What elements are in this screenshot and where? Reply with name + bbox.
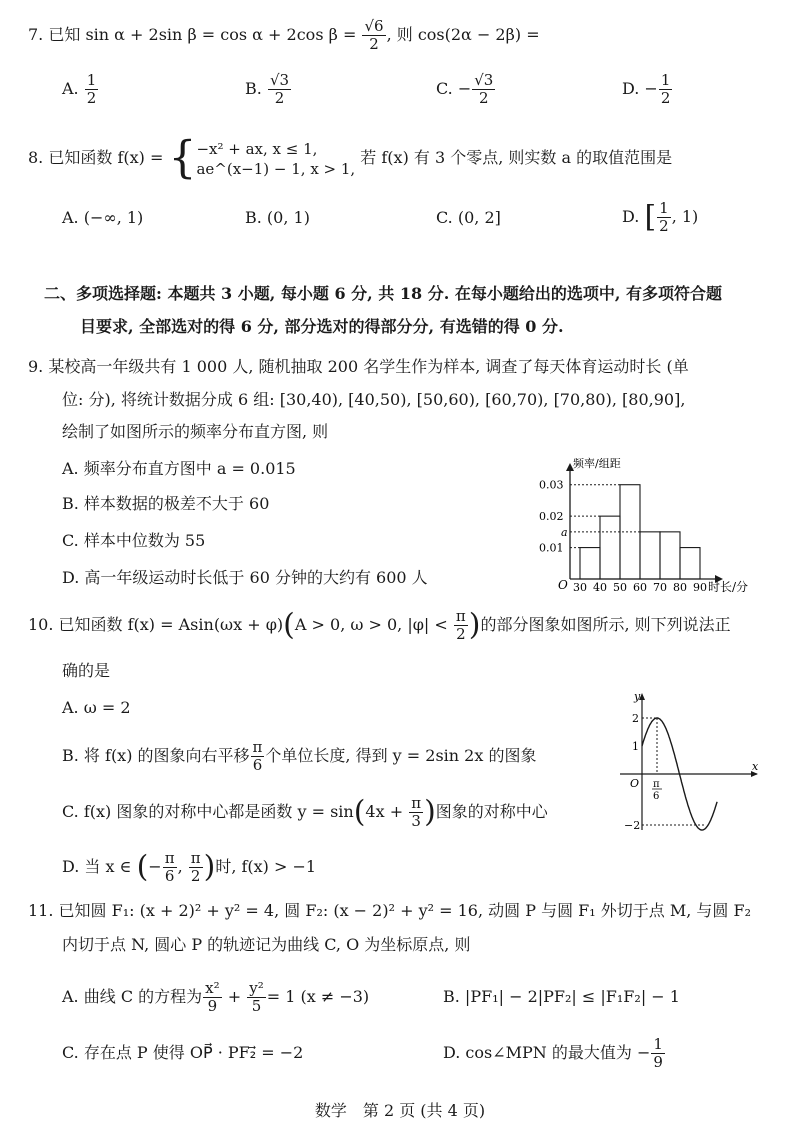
q10-option-c: C. f(x) 图象的对称中心都是函数 y = sin(4x + $\frac{\pi}{3}$ )图象的对称中心 bbox=[62, 794, 548, 830]
histogram-bar bbox=[580, 548, 600, 579]
q7-stem: 7. 已知 sin α + 2sin β = cos α + 2cos β = $\frac{√6}{2}$ , 则 cos(2α − 2β) = bbox=[28, 17, 540, 53]
sine-graph bbox=[612, 690, 762, 840]
q11-line2: 内切于点 N, 圆心 P 的轨迹记为曲线 C, O 为坐标原点, 则 bbox=[62, 935, 471, 954]
brace: { bbox=[168, 132, 197, 184]
section2-line1: 二、多项选择题: 本题共 3 小题, 每小题 6 分, 共 18 分. 在每小题给出的选项中, 有多项符合题 bbox=[44, 284, 722, 303]
q11-line1: 11. 已知圆 F₁: (x + 2)² + y² = 4, 圆 F₂: (x − 2)² + y² = 16, 动圆 P 与圆 F₁ 外切于点 M, 与圆 F₂ bbox=[28, 901, 752, 920]
piecewise: −x² + ax, x ≤ 1, ae^(x−1) − 1, x > 1, bbox=[196, 139, 356, 178]
q9-line1: 9. 某校高一年级共有 1 000 人, 随机抽取 200 名学生作为样本, 调查了每天体育运动时长 (单 bbox=[28, 357, 689, 376]
q10-option-a: A. ω = 2 bbox=[62, 698, 131, 717]
histogram-y-label: 频率/组距 bbox=[573, 457, 621, 470]
q7-option-c: C. − $\frac{√3}{2}$ bbox=[436, 71, 494, 107]
histogram-bar bbox=[660, 532, 680, 579]
q7-option-a: A. $\frac{1}{2}$ bbox=[62, 71, 97, 107]
q10-option-b: B. 将 f(x) 的图象向右平移 $\frac{\pi}{6}$ 个单位长度, 得到 y = 2sin 2x 的图象 bbox=[62, 738, 537, 774]
histogram-y-tick: 0.02 bbox=[539, 510, 564, 524]
histogram-bar bbox=[600, 516, 620, 579]
q9-line2: 位: 分), 将统计数据分成 6 组: [30,40), [40,50), [50,60), [60,70), [70,80), [80,90], bbox=[62, 390, 686, 409]
q10-line2: 确的是 bbox=[62, 661, 111, 680]
histogram-x-tick: 40 bbox=[593, 581, 607, 594]
q7-fraction: $\frac{√6}{2}$ bbox=[364, 17, 384, 53]
sine-x-label: x bbox=[752, 760, 759, 773]
q11-option-c: C. 存在点 P 使得 OP⃗ · PF₂⃗ = −2 bbox=[62, 1043, 304, 1062]
q9-option-a: A. 频率分布直方图中 a = 0.015 bbox=[62, 459, 296, 478]
histogram-y-tick: 0.03 bbox=[539, 478, 564, 492]
section2-line2: 目要求, 全部选对的得 6 分, 部分选对的得部分分, 有选错的得 0 分. bbox=[80, 317, 564, 336]
sine-tick-1: 1 bbox=[632, 740, 639, 753]
histogram-x-tick: 50 bbox=[613, 581, 627, 594]
histogram-x-tick: 80 bbox=[673, 581, 687, 594]
q8-option-b: B. (0, 1) bbox=[245, 208, 310, 227]
histogram-y-tick: 0.01 bbox=[539, 541, 564, 555]
q11-option-b: B. |PF₁| − 2|PF₂| ≤ |F₁F₂| − 1 bbox=[443, 987, 680, 1006]
q8-option-d: D. [ $\frac{1}{2}$ , 1) bbox=[622, 199, 699, 235]
sine-tick-2: 2 bbox=[632, 712, 639, 725]
histogram-x-tick: 30 bbox=[573, 581, 587, 594]
histogram-x-tick: 90 bbox=[693, 581, 707, 594]
q11-option-d: D. cos∠MPN 的最大值为 − $\frac{1}{9}$ bbox=[443, 1035, 663, 1071]
q7-option-d: D. − $\frac{1}{2}$ bbox=[622, 71, 671, 107]
histogram-origin: O bbox=[558, 578, 568, 592]
q8-option-a: A. (−∞, 1) bbox=[62, 208, 144, 227]
histogram-x-label: 时长/分 bbox=[708, 580, 749, 594]
histogram-bar bbox=[640, 532, 660, 579]
sine-origin: O bbox=[630, 777, 640, 790]
histogram-x-tick: 60 bbox=[633, 581, 647, 594]
q10-option-d: D. 当 x ∈ (− $\frac{\pi}{6}$ , $\frac{\pi}{2}$ )时, f(x) > −1 bbox=[62, 849, 317, 885]
q10-stem: 10. 已知函数 f(x) = Asin(ωx + φ)(A > 0, ω > 0, |φ| < $\frac{\pi}{2}$ )的部分图象如图所示, 则下列说法正 bbox=[28, 607, 731, 643]
q11-option-a: A. 曲线 C 的方程为 $\frac{\text{x²}}{9}$ + $\frac{\text{y²}}{5}$ = 1 (x ≠ −3) bbox=[62, 979, 370, 1015]
q9-option-b: B. 样本数据的极差不大于 60 bbox=[62, 494, 270, 513]
q9-option-d: D. 高一年级运动时长低于 60 分钟的大约有 600 人 bbox=[62, 568, 428, 587]
q9-option-c: C. 样本中位数为 55 bbox=[62, 531, 206, 550]
sine-tick-neg2: −2 bbox=[624, 819, 641, 832]
histogram-y-tick: a bbox=[561, 525, 568, 539]
sine-tick-pi-den: 6 bbox=[653, 791, 660, 802]
sine-y-label: y bbox=[634, 690, 641, 703]
histogram-bar bbox=[680, 548, 700, 579]
sine-tick-pi-num: π bbox=[653, 779, 660, 790]
q8-stem: 8. 已知函数 f(x) = { −x² + ax, x ≤ 1, ae^(x−1) − 1, x > 1, 若 f(x) 有 3 个零点, 则实数 a 的取值范围是 bbox=[28, 132, 673, 184]
frequency-histogram bbox=[525, 455, 775, 595]
q7-option-b: B. $\frac{√3}{2}$ bbox=[245, 71, 290, 107]
histogram-x-tick: 70 bbox=[653, 581, 667, 594]
q9-line3: 绘制了如图所示的频率分布直方图, 则 bbox=[62, 422, 329, 441]
q8-option-c: C. (0, 2] bbox=[436, 208, 501, 227]
page-footer: 数学 第 2 页 (共 4 页) bbox=[314, 1101, 486, 1120]
